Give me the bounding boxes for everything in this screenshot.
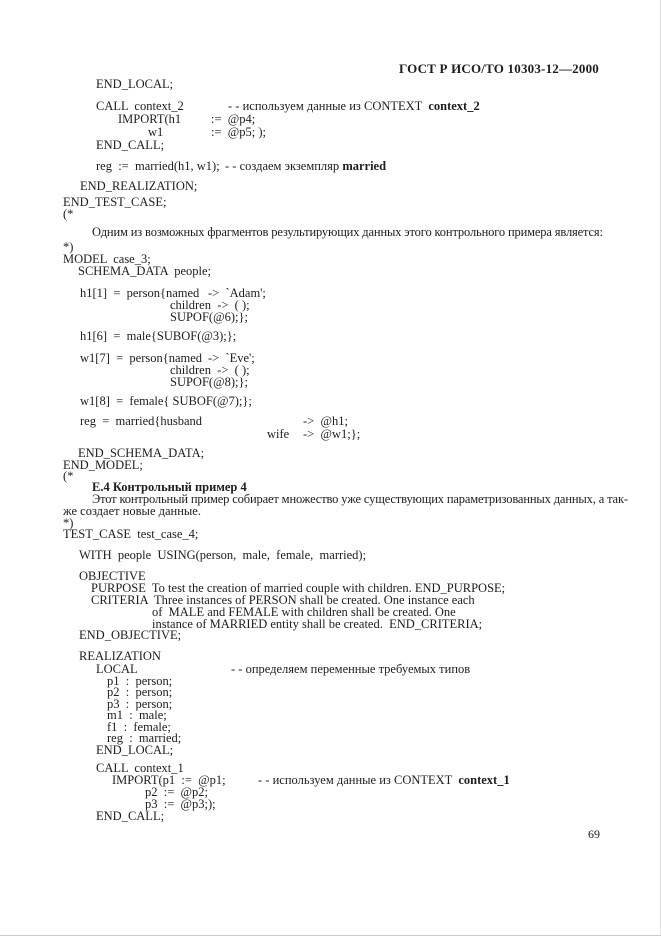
text-segment: END_REALIZATION; <box>80 179 198 193</box>
text-segment: Одним из возможных фрагментов результирующих данных этого контрольного примера является: <box>92 225 603 239</box>
text-segment: instance of MARRIED entity shall be created. END_CRITERIA; <box>152 617 483 631</box>
text-segment: Этот контрольный пример собирает множество уже существующих параметризованных данных, а так- <box>92 492 628 506</box>
text-segment: := @p4; <box>211 112 256 126</box>
text-segment: Е.4 Контрольный пример 4 <box>92 480 247 494</box>
text-segment: := @p5; ); <box>211 125 267 139</box>
text-segment: -> `Eve'; <box>208 351 255 365</box>
text-segment: END_OBJECTIVE; <box>79 628 182 642</box>
text-line <box>0 139 660 152</box>
text-segment: h1[1] = person{named <box>80 286 200 300</box>
text-segment: (* <box>63 207 74 221</box>
text-line <box>0 629 660 642</box>
text-segment: WITH people USING(person, male, female, married); <box>79 548 367 562</box>
doc-header-title: ГОСТ Р ИСО/ТО 10303-12—2000 <box>398 61 599 76</box>
text-segment: -> `Adam'; <box>208 286 266 300</box>
text-segment: - - используем данные из CONTEXT context_2 <box>228 99 480 113</box>
text-segment: -> @h1; <box>303 414 348 428</box>
text-segment: END_CALL; <box>96 809 165 823</box>
text-segment: -> @w1;}; <box>303 427 361 441</box>
text-segment: SCHEMA_DATA people; <box>78 264 212 278</box>
text-line <box>0 160 660 173</box>
text-segment: wife <box>267 427 290 441</box>
text-line <box>0 265 660 278</box>
text-segment: END_CALL; <box>96 138 165 152</box>
text-segment: reg : married; <box>107 731 182 745</box>
text-line <box>0 78 660 91</box>
text-segment: p2 : person; <box>107 685 173 699</box>
text-line <box>0 744 660 757</box>
text-line <box>0 376 660 389</box>
text-segment: IMPORT(p1 := @p1; <box>112 773 226 787</box>
text-line <box>0 100 660 113</box>
text-segment: CRITERIA Three instances of PERSON shall be created. One instance each <box>91 593 475 607</box>
text-segment: IMPORT(h1 <box>118 112 182 126</box>
text-segment: (* <box>63 469 74 483</box>
text-line <box>0 226 660 239</box>
text-segment: CALL context_2 <box>96 99 184 113</box>
text-segment: reg = married{husband <box>80 414 203 428</box>
text-segment: reg := married(h1, w1); <box>96 159 220 173</box>
text-segment: w1[7] = person{named <box>80 351 203 365</box>
text-segment: END_LOCAL; <box>96 77 174 91</box>
text-segment: p3 : person; <box>107 697 173 711</box>
text-line <box>0 208 660 221</box>
text-segment: REALIZATION <box>79 649 161 663</box>
text-segment: p2 := @p2; <box>145 785 209 799</box>
text-segment: m1 : male; <box>107 708 167 722</box>
text-line <box>0 311 660 324</box>
text-segment: children -> ( ); <box>170 363 250 377</box>
text-segment: w1[8] = female{ SUBOF(@7);}; <box>80 394 252 408</box>
text-segment: - - создаем экземпляр married <box>225 159 387 173</box>
text-segment: - - определяем переменные требуемых типов <box>231 662 471 676</box>
text-segment: OBJECTIVE <box>79 569 146 583</box>
text-segment: - - используем данные из CONTEXT context_1 <box>258 773 510 787</box>
text-line <box>0 810 660 823</box>
text-segment: END_MODEL; <box>63 458 143 472</box>
page-number: 69 <box>588 827 600 841</box>
text-segment: f1 : female; <box>107 720 171 734</box>
text-segment: MODEL case_3; <box>63 252 151 266</box>
text-segment: SUPOF(@8);}; <box>170 375 248 389</box>
text-segment: же создает новые данные. <box>63 504 201 518</box>
text-segment: TEST_CASE test_case_4; <box>63 527 199 541</box>
text-segment: h1[6] = male{SUBOF(@3);}; <box>80 329 237 343</box>
text-segment: CALL context_1 <box>96 761 184 775</box>
text-segment: END_SCHEMA_DATA; <box>78 446 205 460</box>
text-line <box>0 549 660 562</box>
text-segment: children -> ( ); <box>170 298 250 312</box>
text-segment: of MALE and FEMALE with children shall be created. One <box>152 605 456 619</box>
text-segment: *) <box>63 516 74 530</box>
text-segment: *) <box>63 240 74 254</box>
text-segment: LOCAL <box>96 662 138 676</box>
text-segment: p1 : person; <box>107 674 173 688</box>
text-line <box>0 113 660 126</box>
text-segment: p3 := @p3;); <box>145 797 216 811</box>
text-line <box>0 428 660 441</box>
text-segment: END_LOCAL; <box>96 743 174 757</box>
text-segment: END_TEST_CASE; <box>63 195 167 209</box>
text-segment: PURPOSE To test the creation of married couple with children. END_PURPOSE; <box>91 581 506 595</box>
text-line <box>0 180 660 193</box>
text-line <box>0 528 660 541</box>
text-segment: SUPOF(@6);}; <box>170 310 248 324</box>
text-line <box>0 330 660 343</box>
text-line <box>0 395 660 408</box>
text-segment: w1 <box>148 125 164 139</box>
